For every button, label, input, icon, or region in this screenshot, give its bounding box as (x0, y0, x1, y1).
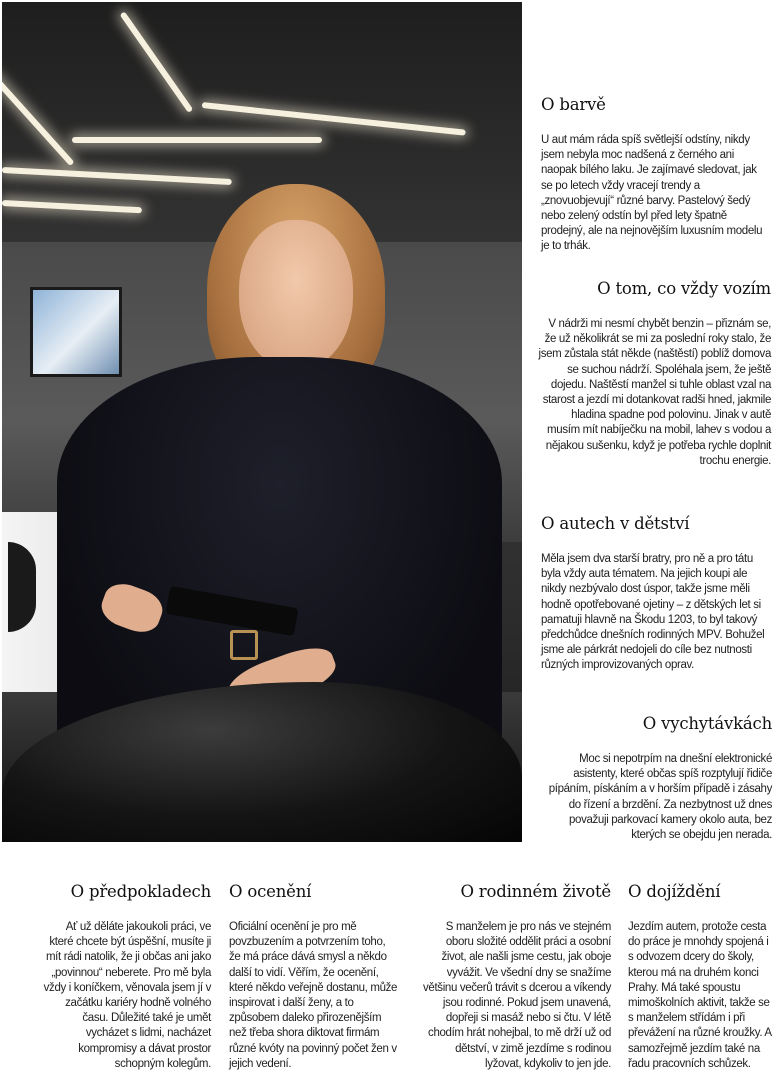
section-title: O tom, co vždy vozím (597, 279, 771, 298)
section-detstvi (541, 514, 769, 674)
section-title: O vychytávkách (642, 714, 772, 733)
section-text: S manželem je pro nás ve stejném oboru složité oddělit práci a osobní život, ale našli jsme cestu, jak oboje vyvážit. Ve všední dny se snažíme většinu večerů trávit s dcerou a víkendy jsou rodinné. Pokud jsem unavená, dopřeji si masáž nebo si čtu. V létě chodím hrát nohejbal, to mě drží už od dětství, v zimě jezdíme s rodinou lyžovat, kdykoliv to jen jde. (423, 921, 611, 1070)
section-text: V nádrži mi nesmí chybět benzin – přiznám se, že už několikrát se mi za poslední roky stalo, že jsem zůstala stát někde (naštěstí) poblíž domova se suchou nádrží. Spoléhala jsem, že ještě dojedu. Naštěstí manžel si tuhle oblast vzal na starost a jezdí mi dotankovat radši hned, jakmile hladina spadne pod polovinu. Jinak v autě musím mít nabíječku na mobil, lahev s vodou a nějakou sušenku, když je potřeba rychle doplnit trochu energie. (538, 318, 771, 467)
section-title: O předpokladech (70, 882, 211, 901)
section-text: Ať už děláte jakoukoli práci, ve které chcete být úspěšní, musíte ji mít rádi natolik, že ji občas ani jako „povinnou“ neberete. Pro mě byla vždy i koníčkem, věnovala jsem jí v začátku kariéry hodně volného času. Důležité také je umět vycházet s lidmi, nacházet kompromisy a dávat prostor schopným kolegům. (43, 921, 211, 1070)
section-title: O dojíždění (628, 882, 721, 901)
section-title: O rodinném životě (460, 882, 611, 901)
portrait-photo (2, 2, 522, 842)
face (239, 220, 353, 370)
section-text: U aut mám ráda spíš světlejší odstíny, nikdy jsem nebyla moc nadšená z černého ani naopak bílého laku. Je zajímavé sledovat, jak se po letech vždy vracejí trendy a „znovuobjevují“ různé barvy. Pastelový šedý nebo zelený odstín byl před lety špatně prodejný, ale na nejnovějším luxusním modelu je to trhák. (541, 134, 763, 253)
section-oceneni (229, 882, 399, 1070)
section-text: Moc si nepotrpím na dnešní elektronické asistenty, které občas spíš rozptylují řidiče pípáním, pískáním a v horším případě i zásahy do řízení a brzdění. Za nezbytnost už dnes považuji parkovací kamery okolo auta, bez kterých se obejdu jen nerada. (548, 753, 772, 842)
section-rodinnem (420, 882, 611, 1070)
light-beam (72, 137, 322, 143)
section-barve (541, 95, 766, 255)
section-dojizdeni (628, 882, 774, 1070)
belt-buckle (230, 630, 258, 660)
display-screen (30, 287, 122, 377)
section-vychytavkach (540, 714, 772, 843)
section-text: Měla jsem dva starší bratry, pro ně a pro tátu byla vždy auta tématem. Na jejich koupi ale nikdy nezbývalo dost úspor, takže jsme měli hodně opotřebované ojetiny – z dětských let si pamatuji hlavně na Škodu 1203, to byl takový předchůdce dnešních rodinných MPV. Bohužel jsme ale párkrát nedojeli do cíle bez nutnosti různých improvizovaných oprav. (541, 553, 765, 672)
brand-logo (8, 542, 36, 632)
section-vozim (538, 279, 771, 469)
section-title: O ocenění (229, 882, 312, 901)
section-title: O autech v dětství (541, 514, 690, 533)
section-text: Jezdím autem, protože cesta do práce je mnohdy spojená i s odvozem dcery do školy, kterou má na druhém konci Prahy. Má také spoustu mimoškolních aktivit, takže se s manželem střídám i při převážení na různé kroužky. A samozřejmě jezdím také na řadu pracovních schůzek. (628, 921, 772, 1070)
section-title: O barvě (541, 95, 606, 114)
section-text: Oficiální ocenění je pro mě povzbuzením a potvrzením toho, že má práce dává smysl a někdo další to vidí. Věřím, že ocenění, které někdo veřejně dostanu, může inspirovat i další ženy, a to způsobem daleko přirozenějším než třeba shora diktovat firmám různé kvóty na povinný počet žen v jejich vedení. (229, 921, 398, 1070)
section-predpokladech (40, 882, 211, 1070)
